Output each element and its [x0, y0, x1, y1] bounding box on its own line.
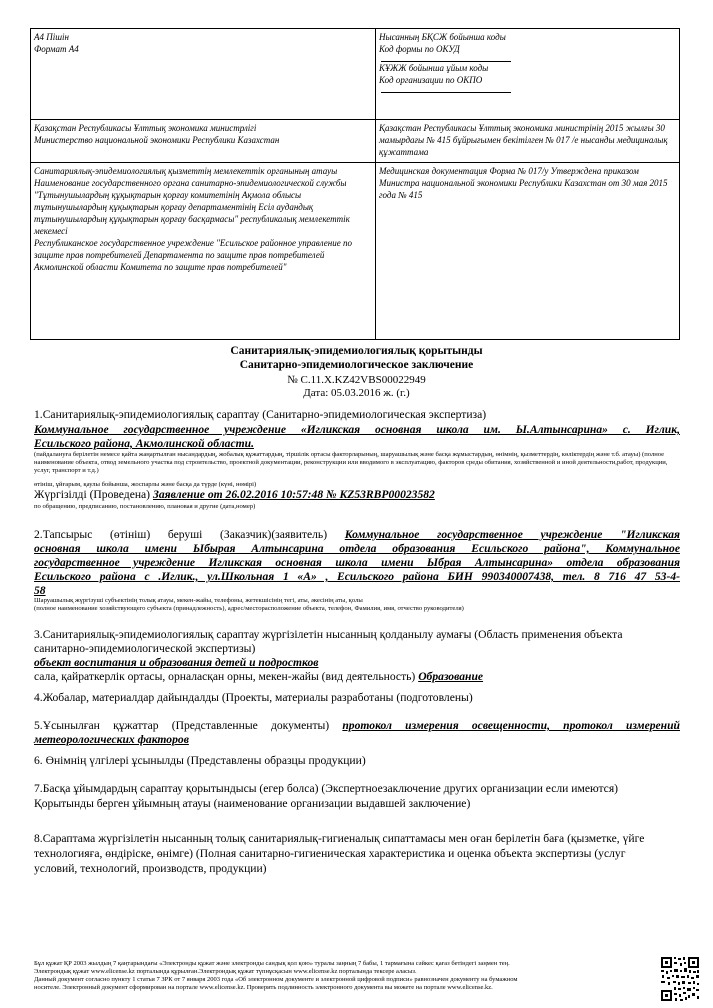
qr-code-icon [660, 956, 700, 1002]
footer-line4: носителе. Электронный документ сформирован на портале www.elicense.kz. Проверить подлинность электронного документа вы можете на портале www.elicense.kz. [34, 984, 493, 991]
document-number: № C.11.X.KZ42VBS00022949 [287, 374, 426, 386]
footer-line2: Электрондық құжат www.elicense.kz порталында құрылған.Электрондық құжат түпнұсқасын www.elicense.kz порталында тексере аласыз. [34, 968, 417, 975]
s1-value-2: Есильского района, Акмолинской области. [34, 437, 254, 450]
format-cell [31, 29, 376, 120]
s2-value-1: Коммунальное государственное учреждение "Игликская [344, 528, 680, 541]
format-ru: Формат А4 [34, 44, 79, 54]
s1-value-line2 [34, 437, 680, 451]
order-kz: Қазақстан Республикасы Ұлттық экономика министрінің 2015 жылғы 30 мамырдағы № 415 бұйрығымен бекітілген № 017 /е нысанды медициналық құжаттама [379, 123, 668, 157]
s3-activity-line [34, 670, 680, 684]
ministry-kz: Қазақстан Республикасы Ұлттық экономика министрлігі [34, 123, 257, 133]
agency-name-ru: Республиканское государственное учреждение "Есильское районное управление по защите прав потребителей Департамента по защите прав потребителей Акмолинской области Комитета по защите прав потребителей" [34, 238, 352, 272]
conducted-value: Заявление от 26.02.2016 10:57:48 № KZ53RBP00023582 [152, 488, 435, 501]
s1-value-1: Коммунальное государственное учреждение «Игликская основная школа им. Ы.Алтынсарина» с. Иглик, [34, 423, 680, 436]
s8-line2: технологияға, өндіріске, өнімге) (Полная санитарно-гигиеническая характеристика и оценка объекта экспертизы (услуг [34, 847, 626, 860]
s2-value-4: Есильского района с .Иглик., ул.Школьная 1 «А» , Есильского района БИН 990340007438, тел. 8 716 47 53-4- [34, 570, 680, 583]
header-table [30, 28, 680, 340]
format-kz: А4 Пішін [34, 32, 70, 42]
order-ru: Медицинская документация Форма № 017/у Утверждена приказом Министра национальной экономики Республики Казахстан от 30 мая 2015 года № 415 [379, 166, 668, 200]
kuzhzh-code-label: КҰЖЖ бойынша ұйым коды [379, 63, 489, 73]
codes-cell [376, 29, 680, 120]
s2-line3 [34, 556, 680, 570]
s3-label-line2: санитарно-эпидемиологической экспертизы) [34, 642, 256, 655]
agency-label-kz: Санитариялық-эпидемиологиялық қызметтің мемлекеттік органының атауы [34, 166, 338, 176]
s1-value-line1 [34, 423, 680, 437]
okpo-code-label: Код организации по ОКПО [379, 75, 483, 85]
s8-line1: 8.Сараптама жүргізілетін нысанның толық санитариялық-гигиеналық сипаттамасы мен оған берілетін баға (қызметке, үйге [34, 832, 645, 845]
s4-label: 4.Жобалар, материалдар дайындалды (Проекты, материалы разработаны (подготовлены) [34, 691, 473, 704]
s3-value-line [34, 656, 680, 670]
s5-label: 5.Ұсынылған құжаттар (Представленные документы) [34, 719, 330, 732]
footer [34, 960, 644, 992]
footer-line3: Данный документ согласно пункту 1 статьи 7 ЗРК от 7 января 2003 года «Об электронном документе и электронной цифровой подписи» равнозначен документу на бумажном [34, 976, 518, 983]
conducted-note-above: өтініш, ұйғарым, қаулы бойынша, жоспарлы және басқа да түрде (күні, нөмірі) [34, 481, 257, 488]
s8-line3: условий, технологий, производств, продукции) [34, 862, 267, 875]
s3-activity-value: Образование [418, 670, 484, 683]
s5-line2 [34, 733, 680, 747]
ministry-ru: Министерство национальной экономики Республики Казахстан [34, 135, 280, 145]
s2-line2 [34, 542, 680, 556]
code-blank-2 [381, 86, 511, 93]
ministry-cell [31, 120, 376, 163]
order-kz-cell [376, 120, 680, 163]
s2-note1: Шаруашылық жүргізуші субъектінің толық атауы, мекен-жайы, телефоны, жетекшісінің тегі, аты, әкесінің аты, қолы [34, 597, 363, 604]
s2-note2: (полное наименование хозяйствующего субъекта (принадлежность), адрес/месторасположение объекта, телефон, Фамилия, имя, отчество руководителя) [34, 605, 464, 612]
bkszh-code-label: Нысанның БҚСЖ бойынша коды [379, 32, 506, 42]
s2-line5 [34, 584, 680, 598]
footer-line1: Бұл құжат ҚР 2003 жылдың 7 қаңтарындағы «Электронды құжат және электронды сандық қол қою» туралы заңның 7 бабы, 1 тармағына сәйкес қағаз бетіндегі заңмен тең. [34, 960, 510, 967]
title-kz: Санитариялық-эпидемиологиялық қорытынды [230, 345, 483, 357]
agency-cell [31, 163, 376, 340]
order-ru-cell [376, 163, 680, 340]
document-date: Дата: 05.03.2016 ж. (г.) [303, 387, 410, 399]
s2-value-2: основная школа имени Ыбырая Алтынсарина отдела образования Есильского района", Коммунальное [34, 542, 680, 555]
s2-value-3: государственное учреждение Игликская основная школа имени Ыбрая Алтынсарина» отдела образования [34, 556, 680, 569]
okud-code-label: Код формы по ОКУД [379, 44, 460, 54]
s6-label: 6. Өнімнің үлгілері ұсынылды (Представлены образцы продукции) [34, 754, 366, 767]
s1-label: 1.Санитариялық-эпидемиологиялық сараптау (Санитарно-эпидемиологическая экспертиза) [34, 408, 487, 421]
agency-label-ru: Наименование государственного органа санитарно-эпидемиологической службы [34, 178, 347, 188]
code-blank-1 [381, 55, 511, 62]
conducted-label: Жүргізілді (Проведена) [34, 488, 151, 501]
s5-value-1: протокол измерения освещенности, протокол измерений [342, 719, 680, 732]
conducted-row [34, 488, 680, 502]
s2-line4 [34, 570, 680, 584]
s3-value: объект воспитания и образования детей и подростков [34, 656, 319, 669]
s3-activity-label: сала, қайраткерлік ортасы, орналасқан орны, мекен-жайы (вид деятельность) [34, 670, 416, 683]
s5-value-2: метеорологических факторов [34, 733, 189, 746]
s7-label-line2: Қорытынды берген ұйымның атауы (наименование организации выдавшей заключение) [34, 797, 471, 810]
s5-line1 [34, 719, 680, 733]
s2-line1 [34, 528, 680, 542]
agency-name-kz: "Тұтынушылардың құқықтарын қорғау комитетінің Ақмола облысы тұтынушылардың құқықтарын қорғау департаментінің Есіл аудандық тұтынушылардың құқықтарын қорғау басқармасы" республикалық мемлекеттік мекемесі [34, 190, 350, 236]
s2-label: 2.Тапсырыс (өтініш) беруші (Заказчик)(заявитель) [34, 528, 328, 541]
conducted-note-below: по обращению, предписанию, постановлению, плановая и другие (дата,номер) [34, 503, 256, 510]
s3-label-line1: 3.Санитариялық-эпидемиологиялық сараптау жүргізілетін нысанның қолданылу аумағы (Область применения объекта [34, 628, 623, 641]
title-ru: Санитарно-эпидемиологическое заключение [239, 359, 474, 371]
s2-value-5: 58 [34, 584, 46, 597]
s7-label-line1: 7.Басқа ұйымдардың сараптау қорытындысы (егер болса) (Экспертноезаключение других организации если имеются) [34, 782, 619, 795]
s1-note: (пайдалануға берілетін немесе қайта жаңартылған нысандардың, жобалық құжаттардың, тіршілік ортасы факторларының, шаруашылық және басқа жұмыстардың, өнімнің, қызметтердің, көліктердің және т.б. атауы) (полное наименование объекта, отвод земельного участка под строительство, проектной документации, реконструкции или вводимого в эксплуатацию, факторов среды обитания, хозяйственной и иной деятельности,работ, продукции, услуг, транспорт и т.д.) [34, 451, 668, 474]
